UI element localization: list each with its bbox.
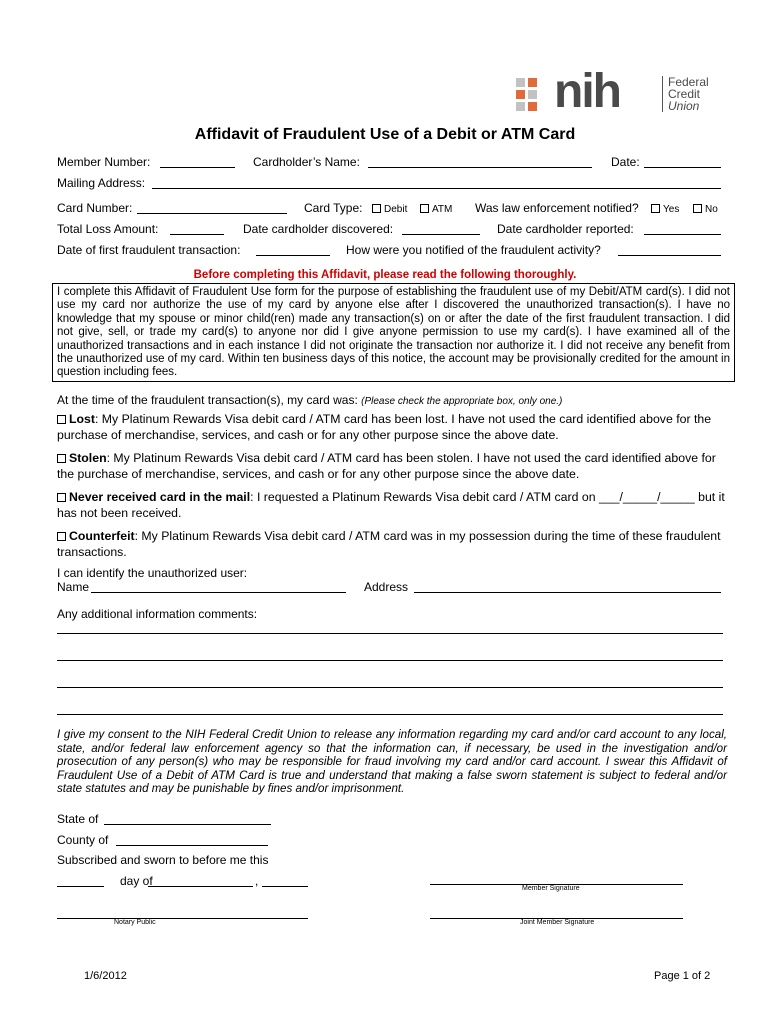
member-number-label: Member Number: — [57, 155, 151, 169]
atm-checkbox[interactable] — [420, 204, 429, 213]
county-of-field[interactable] — [116, 845, 268, 846]
mailing-address-label: Mailing Address: — [57, 176, 146, 190]
atm-option[interactable]: ATM — [420, 201, 452, 215]
logo-line3: Union — [668, 99, 700, 113]
day-field[interactable] — [57, 886, 104, 887]
day-of-label: day of — [120, 874, 153, 888]
cardholder-name-field[interactable] — [368, 167, 592, 168]
how-notified-field[interactable] — [618, 255, 721, 256]
yes-option[interactable]: Yes — [651, 201, 679, 215]
logo-nih: nih — [554, 65, 620, 118]
name-field[interactable] — [91, 592, 346, 593]
date-first-field[interactable] — [256, 255, 330, 256]
member-signature-caption: Member Signature — [522, 885, 580, 892]
footer-date: 1/6/2012 — [84, 970, 127, 982]
date-first-label: Date of first fraudulent transaction: — [57, 243, 241, 257]
status-intro-text: At the time of the fraudulent transaction(s), my card was: — [57, 393, 358, 407]
total-loss-label: Total Loss Amount: — [57, 222, 159, 236]
member-number-field[interactable] — [160, 167, 235, 168]
warning-text: Before completing this Affidavit, please read the following thoroughly. — [193, 269, 577, 281]
date-reported-label: Date cardholder reported: — [497, 222, 634, 236]
card-type-label: Card Type: — [304, 201, 363, 215]
page-number: Page 1 of 2 — [654, 970, 711, 982]
comments-line-2[interactable] — [57, 660, 723, 661]
date-field[interactable] — [644, 167, 721, 168]
date-comma: , — [255, 874, 259, 888]
yes-checkbox[interactable] — [651, 204, 660, 213]
how-notified-label: How were you notified of the fraudulent activity? — [346, 243, 601, 257]
notary-public-caption: Notary Public — [114, 919, 156, 926]
no-checkbox[interactable] — [693, 204, 702, 213]
option-counterfeit[interactable]: Counterfeit: My Platinum Rewards Visa debit card / ATM card was in my possession during the time of these fraudulent transactions. — [57, 529, 721, 559]
debit-checkbox[interactable] — [372, 204, 381, 213]
date-reported-field[interactable] — [644, 234, 721, 235]
year-field[interactable] — [262, 886, 308, 887]
identify-label: I can identify the unauthorized user: — [57, 566, 248, 580]
option-stolen[interactable]: Stolen: My Platinum Rewards Visa debit card / ATM card has been stolen. I have not used the card identified above for the purchase of merchandise, services, and cash or for any other purpose since the above date. — [57, 451, 716, 481]
status-intro — [57, 393, 562, 407]
joint-signature-caption: Joint Member Signature — [520, 919, 595, 926]
comments-line-1[interactable] — [57, 633, 723, 634]
state-of-label: State of — [57, 812, 99, 826]
no-option[interactable]: No — [693, 201, 718, 215]
logo-line2: Credit — [668, 87, 701, 101]
option-lost[interactable]: Lost: My Platinum Rewards Visa debit card / ATM card has been lost. I have not used the card identified above for the purchase of merchandise, services, and cash or for any other purpose since the above date. — [57, 412, 712, 442]
logo-line1: Federal — [668, 75, 709, 89]
consent-statement: I give my consent to the NIH Federal Credit Union to release any information regarding my card and/or card account to any local, state, and/or federal law enforcement agency so that the information can, if necessary, be used in the investigation and/or prosecution of any person(s) who may be responsible for fraud involving my card and/or card account. I swear this Affidavit of Fraudulent Use of a Debit of ATM Card is true and understand that making a false sworn statement is subject to federal and/or state statutes and may be punishable by fines and/or imprisonment. — [57, 728, 727, 795]
cardholder-name-label: Cardholder’s Name: — [253, 155, 360, 169]
date-discovered-label: Date cardholder discovered: — [243, 222, 394, 236]
date-label: Date: — [611, 155, 640, 169]
mailing-address-field[interactable] — [152, 188, 721, 189]
subscribed-label: Subscribed and sworn to before me this — [57, 853, 269, 867]
total-loss-field[interactable] — [170, 234, 224, 235]
stolen-checkbox[interactable] — [57, 454, 66, 463]
logo-mark-grid — [516, 78, 550, 112]
name-label: Name — [57, 580, 90, 594]
county-of-label: County of — [57, 833, 109, 847]
state-of-field[interactable] — [104, 824, 271, 825]
comments-line-4[interactable] — [57, 714, 723, 715]
counterfeit-checkbox[interactable] — [57, 532, 66, 541]
date-discovered-field[interactable] — [402, 234, 480, 235]
law-enforcement-label: Was law enforcement notified? — [475, 201, 639, 215]
option-never-received[interactable]: Never received card in the mail: I requested a Platinum Rewards Visa debit card / ATM card on ___/_____/_____ but it has not been received. — [57, 490, 725, 520]
address-field[interactable] — [414, 592, 721, 593]
address-label: Address — [364, 580, 409, 594]
page-title: Affidavit of Fraudulent Use of a Debit or ATM Card — [194, 126, 576, 143]
notary-signature-line[interactable] — [57, 918, 308, 919]
comments-label: Any additional information comments: — [57, 607, 258, 621]
month-field[interactable] — [148, 886, 253, 887]
notice-box: I complete this Affidavit of Fraudulent Use form for the purpose of establishing the fraudulent use of my Debit/ATM card(s). I did not use my card nor authorize the use of my card by anyone else after I discovered the unauthorized transaction(s). I have no knowledge that my spouse or minor child(ren) made any transaction(s) on or after the date of the first fraudulent transaction. I did not give, sell, or trade my card(s) to anyone nor did I give anyone permission to use my card(s). I have examined all of the unauthorized transactions and in each instance I did not originate the transaction nor authorize it. I did not receive any benefit from the unauthorized use of my card. Within ten business days of this notice, the account may be provisionally credited for the amount in question including fees. — [52, 283, 735, 382]
lost-checkbox[interactable] — [57, 415, 66, 424]
card-number-field[interactable] — [137, 213, 287, 214]
card-number-label: Card Number: — [57, 201, 133, 215]
debit-option[interactable]: Debit — [372, 201, 407, 215]
status-hint: (Please check the appropriate box, only one.) — [361, 396, 563, 407]
never-received-checkbox[interactable] — [57, 493, 66, 502]
comments-line-3[interactable] — [57, 687, 723, 688]
logo-divider — [662, 76, 663, 112]
